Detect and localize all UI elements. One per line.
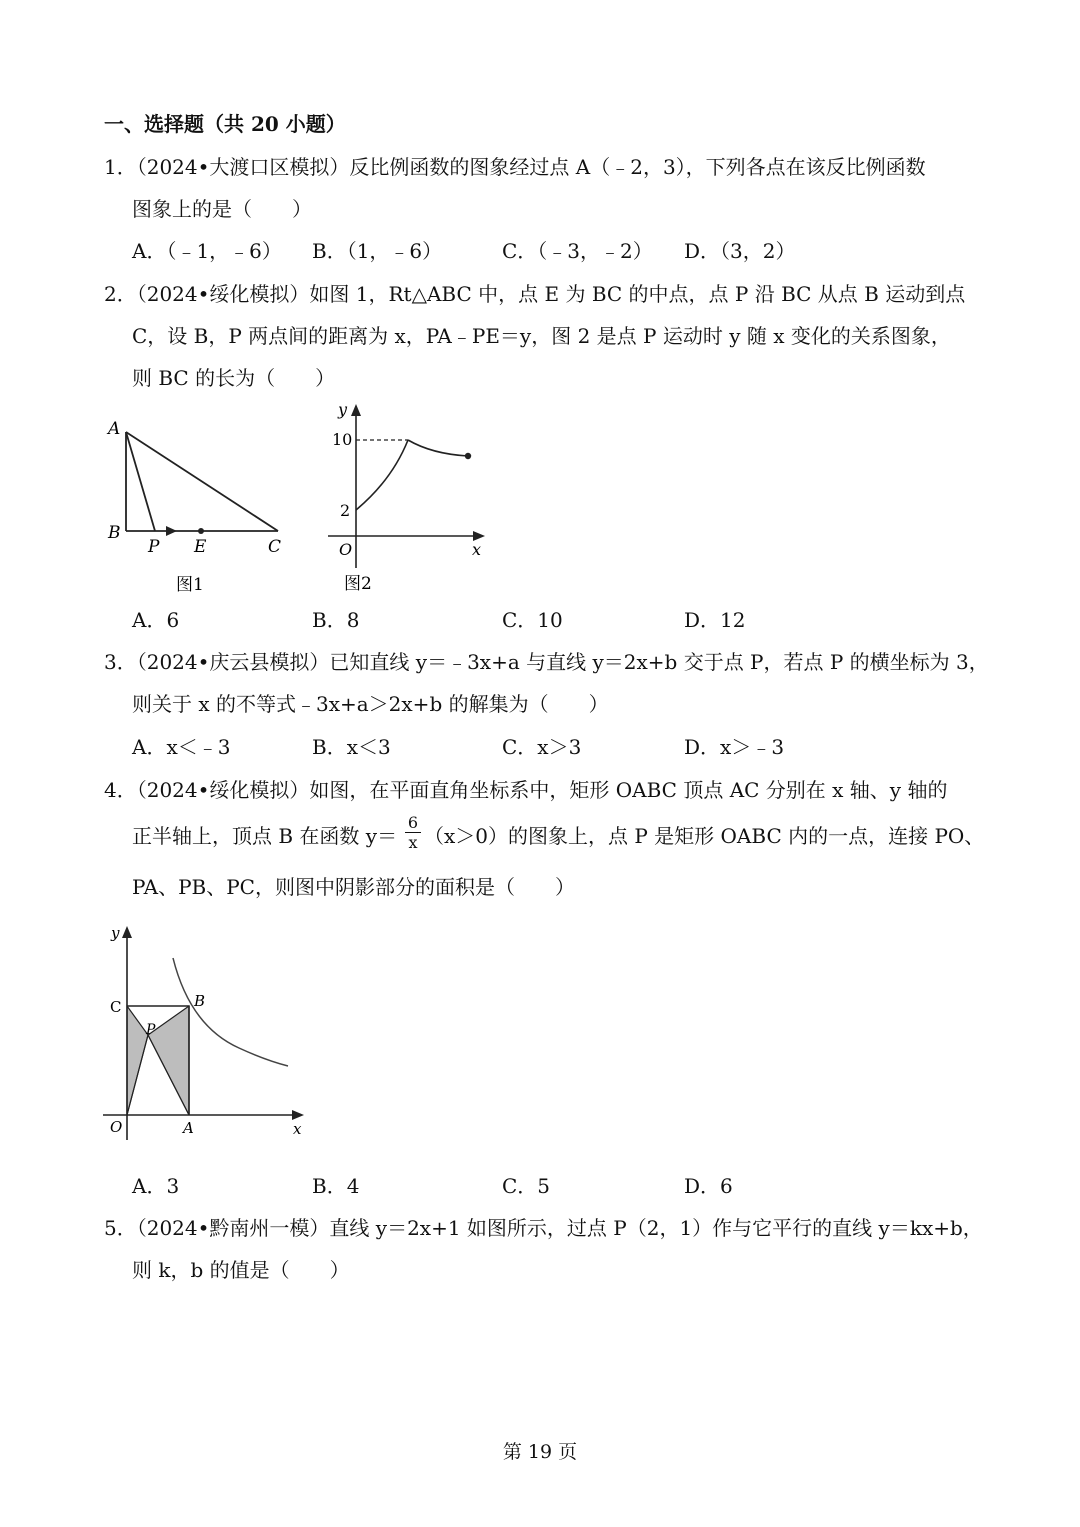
tick-2: 2 (340, 501, 351, 520)
label-a: A (183, 1119, 194, 1137)
q1-option-d[interactable]: D．（3，2） (684, 239, 796, 263)
q1-option-c[interactable]: C．（﹣3，﹣2） (502, 239, 653, 263)
label-b: B (108, 523, 121, 543)
fraction-denominator: x (405, 832, 421, 853)
q3-option-b[interactable]: B．x＜3 (312, 735, 391, 759)
page-number: 第 19 页 (502, 1441, 578, 1463)
fraction (405, 814, 421, 853)
q5-line-2: 则 k，b 的值是（ ） (132, 1258, 350, 1282)
q4-line-3: PA、PB、PC，则图中阴影部分的面积是（ ） (132, 875, 575, 899)
q4-option-c[interactable]: C．5 (502, 1174, 551, 1198)
q4-line-2a: 正半轴上，顶点 B 在函数 y＝ (132, 824, 398, 848)
label-a: A (108, 419, 121, 439)
q3-line-2: 则关于 x 的不等式﹣3x+a＞2x+b 的解集为（ ） (132, 692, 609, 716)
label-b: B (194, 992, 206, 1010)
y-axis-arrow-icon (122, 926, 132, 938)
q4-option-b[interactable]: B．4 (312, 1174, 360, 1198)
label-c: C (110, 998, 122, 1016)
q2-option-a[interactable]: A．6 (132, 608, 180, 632)
hyperbola-curve (173, 958, 288, 1066)
q3-option-c[interactable]: C．x＞3 (502, 735, 582, 759)
q1-option-a[interactable]: A．（﹣1，﹣6） (132, 239, 282, 263)
label-y: y (111, 924, 120, 942)
tick-10: 10 (332, 430, 353, 449)
label-origin: O (339, 540, 353, 559)
label-c: C (268, 537, 282, 557)
label-e: E (194, 537, 207, 557)
section-title: 一、选择题（共 20 小题） (104, 112, 346, 136)
q2-option-d[interactable]: D．12 (684, 608, 746, 632)
fraction-numerator: 6 (407, 813, 419, 832)
q4-figure-rectangle (100, 918, 315, 1146)
label-o: O (110, 1118, 123, 1136)
label-x: x (472, 540, 482, 559)
q4-option-a[interactable]: A．3 (132, 1174, 180, 1198)
segment-ap (126, 432, 155, 531)
q4-line-2b: （x＞0）的图象上，点 P 是矩形 OABC 内的一点，连接 PO、 (424, 824, 985, 848)
q5-line-1: 5．（2024•黔南州一模）直线 y＝2x+1 如图所示，过点 P（2，1）作与它平行的直线 y＝kx+b， (104, 1216, 983, 1240)
label-p: P (148, 537, 160, 557)
q3-option-d[interactable]: D．x＞﹣3 (684, 735, 785, 759)
q2-option-b[interactable]: B．8 (312, 608, 360, 632)
y-axis-arrow-icon (351, 404, 361, 416)
q4-line-1: 4．（2024•绥化模拟）如图，在平面直角坐标系中，矩形 OABC 顶点 AC 分别在 x 轴、y 轴的 (104, 778, 948, 802)
q1-line-1: 1．（2024•大渡口区模拟）反比例函数的图象经过点 A（﹣2，3），下列各点在该反比例函数 (104, 155, 926, 179)
q2-line-3: 则 BC 的长为（ ） (132, 366, 336, 390)
label-y: y (338, 400, 348, 419)
q4-option-d[interactable]: D．6 (684, 1174, 733, 1198)
label-x: x (293, 1120, 302, 1138)
curve-rising (356, 440, 408, 510)
side-ac (126, 432, 278, 531)
q2-figure-2-graph (322, 398, 492, 602)
shaded-triangle-left (127, 1006, 148, 1115)
q3-line-1: 3．（2024•庆云县模拟）已知直线 y＝﹣3x+a 与直线 y＝2x+b 交于点 P，若点 P 的横坐标为 3， (104, 650, 989, 674)
curve-falling (408, 440, 468, 456)
q2-line-2: C，设 B，P 两点间的距离为 x，PA﹣PE＝y，图 2 是点 P 运动时 y 随 x 变化的关系图象， (132, 324, 951, 348)
q2-figure-1-triangle (100, 412, 300, 602)
q1-line-2: 图象上的是（ ） (132, 197, 312, 221)
caption-fig1: 图1 (176, 575, 204, 595)
point-e (198, 528, 204, 534)
end-point (465, 453, 471, 459)
q3-option-a[interactable]: A．x＜﹣3 (132, 735, 231, 759)
x-axis-arrow-icon (292, 1110, 304, 1120)
q1-option-b[interactable]: B．（1，﹣6） (312, 239, 443, 263)
arrow-icon (166, 526, 177, 536)
caption-fig2: 图2 (344, 574, 372, 594)
label-p: P (146, 1022, 156, 1038)
q2-option-c[interactable]: C．10 (502, 608, 563, 632)
q2-line-1: 2．（2024•绥化模拟）如图 1，Rt△ABC 中，点 E 为 BC 的中点，点 P 沿 BC 从点 B 运动到点 (104, 282, 966, 306)
